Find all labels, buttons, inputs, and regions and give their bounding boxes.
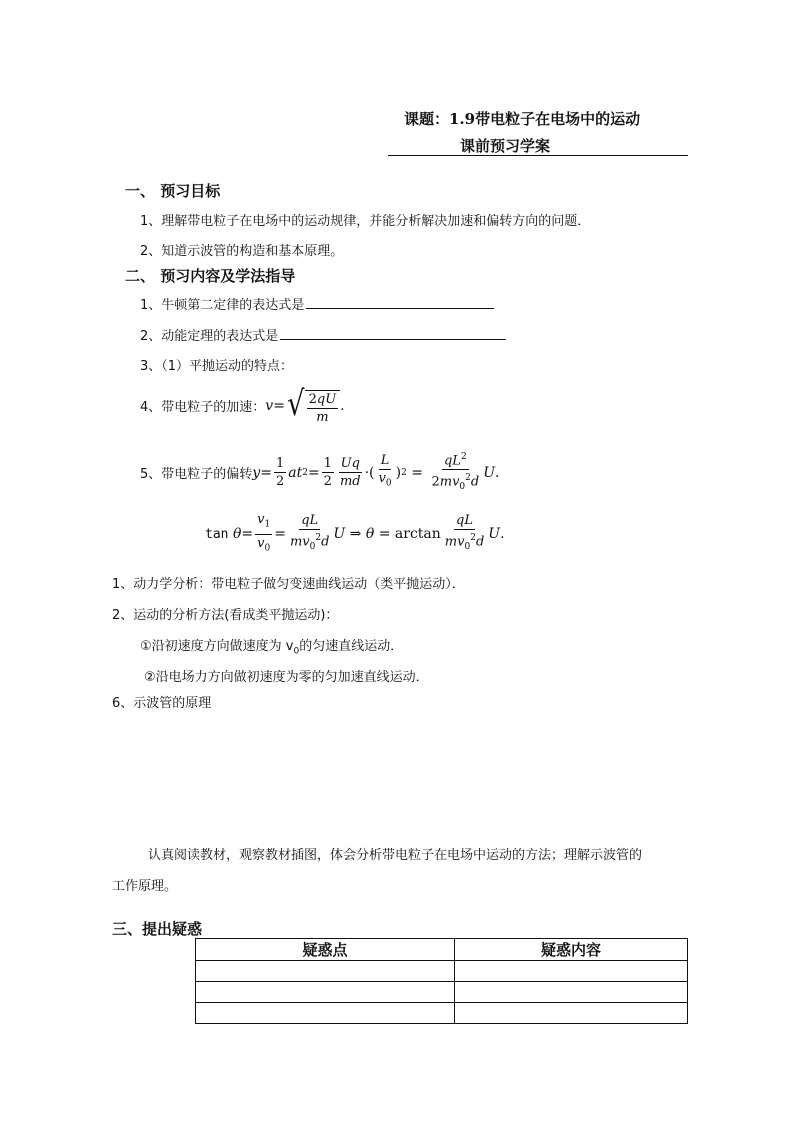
- table-header-row: [196, 939, 688, 961]
- formula-deflection: y = $\frac{1}{2}$ at 2 = $\frac{1}{2}$ $\frac{Uq}{md}$ ·( $\frac{L}{v_0}$ ) 2 = $\frac{qL^2}{2mv_0^2d}$ U .: [252, 452, 500, 493]
- questions-table: [195, 938, 688, 1024]
- analysis-method-a: ①沿初速度方向做速度为 $v_0$的匀速直线运动．: [140, 639, 404, 657]
- formula-acceleration: v = √ $\frac{2qU}{m}$ .: [265, 384, 345, 425]
- table-row: [196, 961, 688, 982]
- guide-line2: 工作原理。: [112, 879, 178, 894]
- section2-heading: 二、 预习内容及学法指导: [125, 267, 296, 285]
- table-cell[interactable]: [455, 961, 688, 982]
- section2-item6: 6、示波管的原理: [112, 696, 212, 711]
- table-cell[interactable]: [196, 961, 455, 982]
- column-header-doubt-content: 疑惑内容: [455, 939, 688, 961]
- table-cell[interactable]: [455, 982, 688, 1003]
- table-cell[interactable]: [455, 1003, 688, 1024]
- section3-heading: 三、提出疑惑: [112, 920, 203, 938]
- column-header-doubt-point: 疑惑点: [196, 939, 455, 961]
- title-underline: [388, 155, 688, 156]
- section1-heading: 一、 预习目标: [125, 182, 221, 200]
- table-row: [196, 1003, 688, 1024]
- section2-item4: 4、带电粒子的加速： v = √ $\frac{2qU}{m}$ .: [140, 384, 345, 425]
- table-row: [196, 982, 688, 1003]
- section1-item2: 2、知道示波管的构造和基本原理。: [140, 244, 344, 259]
- section1-item1: 1、理解带电粒子在电场中的运动规律，并能分析解决加速和偏转方向的问题．: [140, 214, 591, 229]
- formula-tan: θ = $\frac{v_1}{v_0}$ = $\frac{qL}{mv_0^2d}$ U ⇒ θ = arctan $\frac{qL}{mv_0^2d}$ U .: [232, 512, 505, 554]
- page-title: 课题：1.9带电粒子在电场中的运动: [404, 110, 641, 128]
- analysis-dynamics: 1、动力学分析：带电粒子做匀变速曲线运动（类平抛运动）．: [112, 577, 465, 592]
- table-cell[interactable]: [196, 1003, 455, 1024]
- section2-item2: 2、动能定理的表达式是: [140, 325, 506, 344]
- formula-tan-row: tan θ = $\frac{v_1}{v_0}$ = $\frac{qL}{mv_0^2d}$ U ⇒ θ = arctan $\frac{qL}{mv_0^2d}$ U .: [205, 512, 505, 556]
- section2-item1: 1、牛顿第二定律的表达式是: [140, 294, 494, 313]
- page-subtitle: 课前预习学案: [460, 137, 551, 155]
- section2-item3: 3、（1）平抛运动的特点：: [140, 359, 294, 374]
- guide-line1: 认真阅读教材，观察教材插图，体会分析带电粒子在电场中运动的方法；理解示波管的: [148, 848, 643, 863]
- answer-blank[interactable]: [280, 327, 506, 340]
- answer-blank[interactable]: [306, 296, 494, 309]
- analysis-method: 2、运动的分析方法(看成类平抛运动)：: [112, 608, 339, 623]
- table-cell[interactable]: [196, 982, 455, 1003]
- section2-item5: 5、带电粒子的偏转 y = $\frac{1}{2}$ at 2 = $\frac{1}{2}$ $\frac{Uq}{md}$ ·( $\frac{L}{v_0}$ ) 2 = $\frac{qL^2}{2mv_0^2d}$ U .: [140, 450, 499, 495]
- analysis-method-b: ②沿电场力方向做初速度为零的匀加速直线运动．: [144, 670, 429, 685]
